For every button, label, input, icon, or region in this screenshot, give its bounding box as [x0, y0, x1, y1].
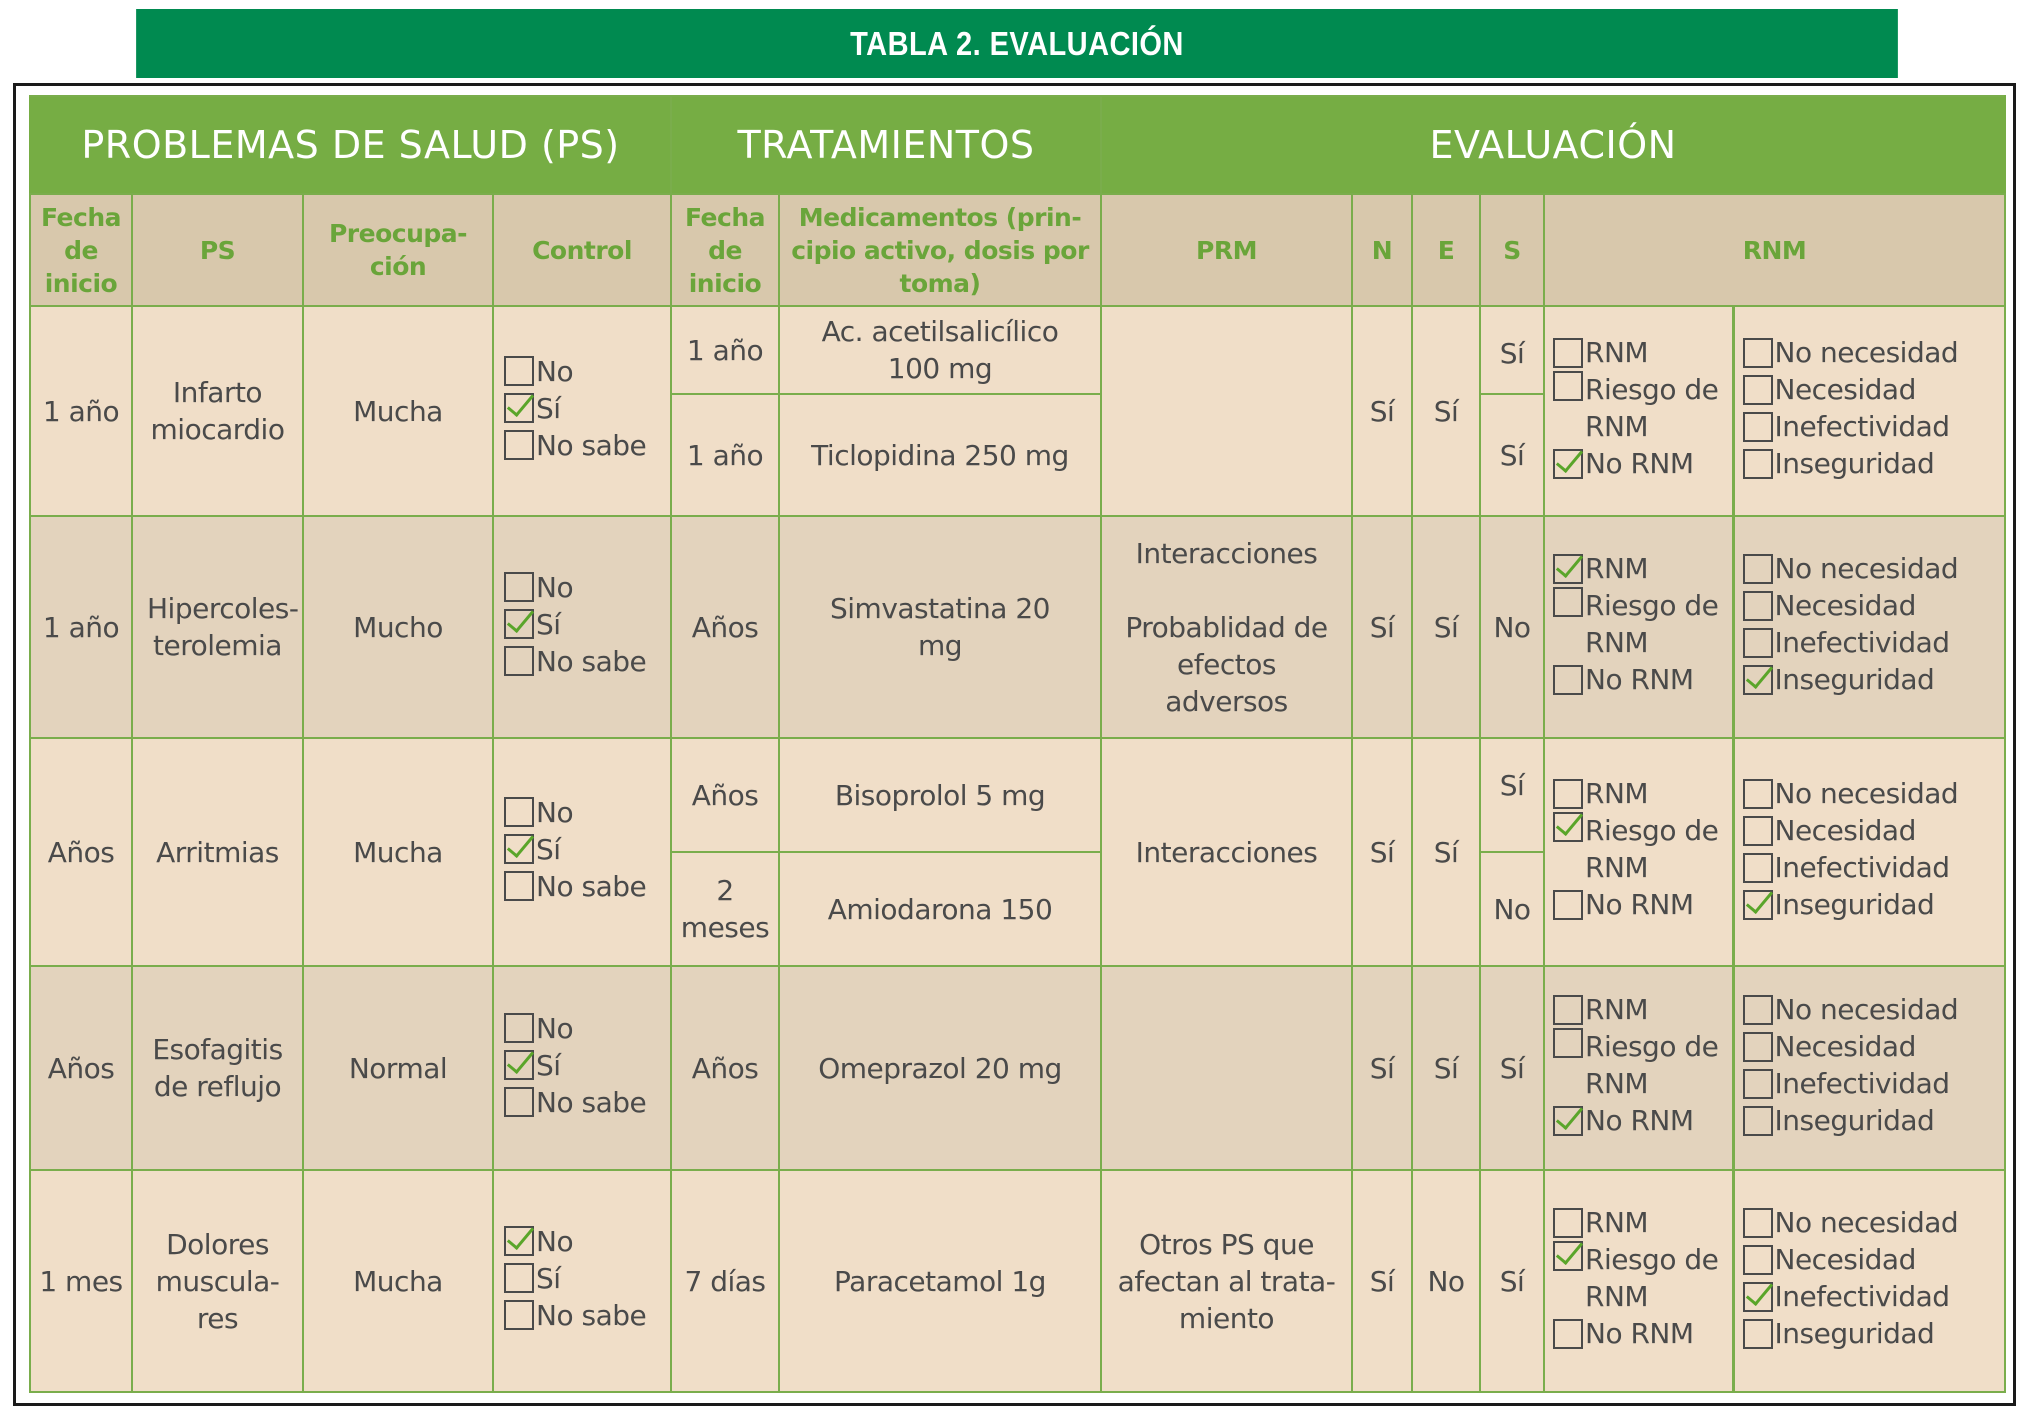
checked-box-icon[interactable]	[504, 1226, 534, 1256]
table-row	[30, 738, 2005, 852]
cell-ps: Esofagitis de reflujo	[132, 966, 303, 1170]
cell-rnm-status	[1544, 1170, 1733, 1392]
checked-box-icon[interactable]	[1553, 449, 1583, 479]
checkbox-option[interactable]	[1553, 445, 1725, 482]
checkbox-icon[interactable]	[1553, 1319, 1583, 1349]
checkbox-label: No sabe	[536, 428, 647, 462]
col-header-e: E	[1412, 194, 1480, 306]
checkbox-label: Riesgo de RNM	[1585, 373, 1719, 444]
checkbox-label: No necesidad	[1774, 336, 1959, 370]
cell-fecha-ps: 1 año	[30, 306, 132, 516]
group-header-evaluacion: EVALUACIÓN	[1101, 96, 2005, 194]
table-title: TABLA 2. EVALUACIÓN	[136, 9, 1898, 78]
checkbox-label: Inefectividad	[1774, 1280, 1950, 1314]
cell-fecha-ps: 1 año	[30, 516, 132, 738]
checkbox-label: No	[536, 795, 574, 829]
col-header-control: Control	[493, 194, 671, 306]
checkbox-option[interactable]	[1743, 587, 1959, 624]
checkbox-option[interactable]	[1553, 1241, 1725, 1315]
checkbox-label: Sí	[536, 1261, 561, 1295]
checkbox-label: No RNM	[1585, 447, 1694, 481]
checkbox-option[interactable]	[1743, 1315, 1959, 1352]
cell-s: Sí	[1480, 394, 1544, 516]
checkbox-icon[interactable]	[1743, 554, 1773, 584]
col-header-preocupacion: Preocupa-ción	[303, 194, 493, 306]
checkbox-option[interactable]	[1743, 849, 1959, 886]
checkbox-label: RNM	[1585, 993, 1649, 1027]
checkbox-option[interactable]	[1553, 775, 1725, 812]
cell-ps: Infarto miocardio	[132, 306, 303, 516]
cell-control	[493, 966, 671, 1170]
rnm-status-options	[1553, 991, 1725, 1139]
checkbox-option[interactable]	[1743, 550, 1959, 587]
checkbox-option[interactable]	[1553, 1315, 1725, 1352]
col-header-ps: PS	[132, 194, 303, 306]
checkbox-icon[interactable]	[1743, 1069, 1773, 1099]
checkbox-label: No	[536, 354, 574, 388]
checkbox-option[interactable]	[1553, 550, 1725, 587]
table-row	[30, 966, 2005, 1170]
checkbox-label: Sí	[536, 607, 561, 641]
checked-box-icon[interactable]	[1743, 890, 1773, 920]
table-row	[30, 1170, 2005, 1392]
checkbox-icon[interactable]	[1553, 995, 1583, 1025]
checkbox-label: Inseguridad	[1774, 663, 1935, 697]
checkbox-icon[interactable]	[1553, 779, 1583, 809]
cell-fecha-ps: Años	[30, 738, 132, 966]
checkbox-icon[interactable]	[504, 1263, 534, 1293]
checked-box-icon[interactable]	[504, 393, 534, 423]
checked-box-icon[interactable]	[1553, 812, 1583, 842]
control-options	[504, 569, 646, 680]
group-header-ps: PROBLEMAS DE SALUD (PS)	[30, 96, 671, 194]
checkbox-option[interactable]	[504, 1084, 646, 1121]
rnm-type-options	[1743, 991, 1959, 1139]
checkbox-label: Riesgo de RNM	[1585, 589, 1719, 660]
checkbox-label: No sabe	[536, 869, 647, 903]
checkbox-option[interactable]	[1553, 886, 1725, 923]
cell-medicamento: Bisoprolol 5 mg	[779, 738, 1101, 852]
cell-prm	[1101, 966, 1352, 1170]
cell-e: Sí	[1412, 306, 1480, 516]
checkbox-label: Necesidad	[1774, 814, 1916, 848]
cell-prm	[1101, 516, 1352, 738]
checkbox-icon[interactable]	[1743, 338, 1773, 368]
cell-rnm-type	[1733, 306, 2005, 516]
checkbox-option[interactable]	[1743, 1028, 1959, 1065]
checkbox-label: No necesidad	[1774, 552, 1959, 586]
checkbox-option[interactable]	[1743, 1065, 1959, 1102]
cell-s: No	[1480, 852, 1544, 966]
checkbox-label: Riesgo de RNM	[1585, 1243, 1719, 1314]
cell-control	[493, 1170, 671, 1392]
checkbox-icon[interactable]	[504, 1013, 534, 1043]
checkbox-option[interactable]	[504, 868, 646, 905]
checkbox-label: Inseguridad	[1774, 888, 1935, 922]
checkbox-label: Inefectividad	[1774, 851, 1950, 885]
checkbox-label: Necesidad	[1774, 1243, 1916, 1277]
cell-medicamento: Ticlopidina 250 mg	[779, 394, 1101, 516]
checkbox-label: RNM	[1585, 777, 1649, 811]
checkbox-icon[interactable]	[504, 797, 534, 827]
rnm-type-options	[1743, 334, 1959, 482]
checkbox-icon[interactable]	[1553, 371, 1583, 401]
checkbox-icon[interactable]	[1743, 449, 1773, 479]
cell-s: No	[1480, 516, 1544, 738]
checkbox-icon[interactable]	[1743, 591, 1773, 621]
checkbox-option[interactable]	[1743, 775, 1959, 812]
checkbox-label: RNM	[1585, 336, 1649, 370]
checkbox-option[interactable]	[1743, 624, 1959, 661]
checkbox-icon[interactable]	[1743, 1208, 1773, 1238]
group-header-tratamientos: TRATAMIENTOS	[671, 96, 1101, 194]
checkbox-label: No sabe	[536, 644, 647, 678]
cell-fecha-trat: Años	[671, 516, 779, 738]
checkbox-option[interactable]	[504, 1223, 646, 1260]
cell-rnm-status	[1544, 516, 1733, 738]
checkbox-label: Riesgo de RNM	[1585, 1030, 1719, 1101]
checkbox-option[interactable]	[1743, 1102, 1959, 1139]
checkbox-label: Inseguridad	[1774, 1317, 1935, 1351]
checked-box-icon[interactable]	[1743, 1282, 1773, 1312]
control-options	[504, 794, 646, 905]
cell-control	[493, 738, 671, 966]
checkbox-option[interactable]	[504, 390, 646, 427]
checkbox-option[interactable]	[1553, 587, 1725, 661]
cell-medicamento: Ac. acetilsalicílico 100 mg	[779, 306, 1101, 394]
cell-n: Sí	[1352, 966, 1412, 1170]
checkbox-label: No RNM	[1585, 663, 1694, 697]
cell-s: Sí	[1480, 1170, 1544, 1392]
cell-rnm-type	[1733, 738, 2005, 966]
control-options	[504, 1223, 646, 1334]
checkbox-label: Inefectividad	[1774, 410, 1950, 444]
cell-rnm-status	[1544, 966, 1733, 1170]
checkbox-option[interactable]	[1743, 886, 1959, 923]
checkbox-icon[interactable]	[1743, 816, 1773, 846]
col-header-fecha-trat: Fecha de inicio	[671, 194, 779, 306]
cell-fecha-trat: Años	[671, 738, 779, 852]
checkbox-option[interactable]	[1743, 371, 1959, 408]
cell-rnm-status	[1544, 738, 1733, 966]
cell-prm	[1101, 738, 1352, 966]
rnm-type-options	[1743, 550, 1959, 698]
checkbox-option[interactable]	[504, 353, 646, 390]
rnm-status-options	[1553, 775, 1725, 923]
checkbox-icon[interactable]	[1553, 338, 1583, 368]
checkbox-option[interactable]	[1553, 371, 1725, 445]
rnm-type-options	[1743, 1204, 1959, 1352]
prm-text: Interacciones	[1135, 835, 1318, 869]
cell-preocupacion: Normal	[303, 966, 493, 1170]
cell-control	[493, 306, 671, 516]
checkbox-icon[interactable]	[504, 572, 534, 602]
checkbox-label: Necesidad	[1774, 1030, 1916, 1064]
cell-rnm-type	[1733, 966, 2005, 1170]
checkbox-icon[interactable]	[1743, 995, 1773, 1025]
cell-preocupacion: Mucha	[303, 306, 493, 516]
checkbox-icon[interactable]	[1743, 1106, 1773, 1136]
checkbox-label: No	[536, 570, 574, 604]
checkbox-option[interactable]	[504, 643, 646, 680]
checkbox-option[interactable]	[1743, 1278, 1959, 1315]
checked-box-icon[interactable]	[504, 609, 534, 639]
control-options	[504, 353, 646, 464]
cell-medicamento: Amiodarona 150	[779, 852, 1101, 966]
table-row	[30, 516, 2005, 738]
checkbox-icon[interactable]	[504, 1300, 534, 1330]
checkbox-option[interactable]	[1553, 1102, 1725, 1139]
checkbox-label: RNM	[1585, 1206, 1649, 1240]
checked-box-icon[interactable]	[1553, 1241, 1583, 1271]
cell-e: Sí	[1412, 966, 1480, 1170]
cell-e: Sí	[1412, 738, 1480, 966]
checkbox-option[interactable]	[1743, 1241, 1959, 1278]
checkbox-icon[interactable]	[1743, 628, 1773, 658]
checkbox-label: No RNM	[1585, 1317, 1694, 1351]
checkbox-option[interactable]	[504, 831, 646, 868]
prm-text: Interacciones Probablidad de efectos adversos	[1125, 536, 1328, 718]
checkbox-option[interactable]	[1553, 661, 1725, 698]
checked-box-icon[interactable]	[504, 1050, 534, 1080]
cell-s: Sí	[1480, 966, 1544, 1170]
checkbox-icon[interactable]	[504, 430, 534, 460]
cell-n: Sí	[1352, 738, 1412, 966]
cell-fecha-ps: Años	[30, 966, 132, 1170]
checkbox-label: Inseguridad	[1774, 447, 1935, 481]
checkbox-option[interactable]	[1743, 445, 1959, 482]
col-header-n: N	[1352, 194, 1412, 306]
checkbox-label: Sí	[536, 832, 561, 866]
checked-box-icon[interactable]	[1553, 554, 1583, 584]
checkbox-label: Inseguridad	[1774, 1104, 1935, 1138]
checkbox-label: No sabe	[536, 1298, 647, 1332]
cell-e: No	[1412, 1170, 1480, 1392]
cell-fecha-trat: 2 meses	[671, 852, 779, 966]
col-header-fecha-ps: Fecha de inicio	[30, 194, 132, 306]
col-header-s: S	[1480, 194, 1544, 306]
checkbox-label: Sí	[536, 1048, 561, 1082]
checkbox-icon[interactable]	[1553, 1028, 1583, 1058]
checkbox-option[interactable]	[504, 1297, 646, 1334]
checkbox-label: No	[536, 1224, 574, 1258]
evaluation-table	[29, 95, 2006, 1393]
checkbox-option[interactable]	[1743, 661, 1959, 698]
cell-rnm-status	[1544, 306, 1733, 516]
checkbox-option[interactable]	[504, 794, 646, 831]
cell-e: Sí	[1412, 516, 1480, 738]
checkbox-label: No RNM	[1585, 1104, 1694, 1138]
cell-fecha-trat: Años	[671, 966, 779, 1170]
checkbox-label: Necesidad	[1774, 373, 1916, 407]
cell-n: Sí	[1352, 1170, 1412, 1392]
cell-fecha-trat: 1 año	[671, 394, 779, 516]
cell-control	[493, 516, 671, 738]
cell-medicamento: Omeprazol 20 mg	[779, 966, 1101, 1170]
checkbox-option[interactable]	[1743, 408, 1959, 445]
checkbox-icon[interactable]	[504, 646, 534, 676]
checkbox-option[interactable]	[1743, 991, 1959, 1028]
col-header-rnm: RNM	[1544, 194, 2005, 306]
cell-rnm-type	[1733, 1170, 2005, 1392]
cell-rnm-type	[1733, 516, 2005, 738]
checkbox-option[interactable]	[504, 1010, 646, 1047]
checkbox-option[interactable]	[504, 1260, 646, 1297]
checkbox-icon[interactable]	[1553, 665, 1583, 695]
cell-fecha-ps: 1 mes	[30, 1170, 132, 1392]
checkbox-option[interactable]	[1553, 334, 1725, 371]
checkbox-icon[interactable]	[1743, 412, 1773, 442]
control-options	[504, 1010, 646, 1121]
checkbox-label: Riesgo de RNM	[1585, 814, 1719, 885]
cell-preocupacion: Mucha	[303, 1170, 493, 1392]
cell-prm	[1101, 306, 1352, 516]
checkbox-icon[interactable]	[1553, 890, 1583, 920]
checkbox-label: No	[536, 1011, 574, 1045]
checkbox-icon[interactable]	[504, 871, 534, 901]
checkbox-icon[interactable]	[504, 356, 534, 386]
cell-n: Sí	[1352, 306, 1412, 516]
cell-preocupacion: Mucha	[303, 738, 493, 966]
checkbox-label: Sí	[536, 391, 561, 425]
checkbox-option[interactable]	[1553, 1028, 1725, 1102]
checkbox-option[interactable]	[1553, 1204, 1725, 1241]
checkbox-option[interactable]	[1743, 1204, 1959, 1241]
checkbox-label: No necesidad	[1774, 993, 1959, 1027]
cell-ps: Dolores muscula-res	[132, 1170, 303, 1392]
col-header-medicamentos: Medicamentos (prin-cipio activo, dosis por toma)	[779, 194, 1101, 306]
checkbox-icon[interactable]	[504, 1087, 534, 1117]
checkbox-icon[interactable]	[1743, 1319, 1773, 1349]
checkbox-label: Inefectividad	[1774, 626, 1950, 660]
checkbox-icon[interactable]	[1553, 1208, 1583, 1238]
prm-text: Otros PS que afectan al trata-miento	[1117, 1227, 1336, 1335]
col-header-prm: PRM	[1101, 194, 1352, 306]
cell-s: Sí	[1480, 738, 1544, 852]
checkbox-option[interactable]	[1743, 812, 1959, 849]
checkbox-icon[interactable]	[1743, 853, 1773, 883]
checked-box-icon[interactable]	[1743, 665, 1773, 695]
checkbox-option[interactable]	[1553, 812, 1725, 886]
checkbox-icon[interactable]	[1743, 1245, 1773, 1275]
cell-ps: Hipercoles-terolemia	[132, 516, 303, 738]
cell-s: Sí	[1480, 306, 1544, 394]
checkbox-option[interactable]	[504, 606, 646, 643]
rnm-status-options	[1553, 550, 1725, 698]
checkbox-icon[interactable]	[1743, 375, 1773, 405]
cell-preocupacion: Mucho	[303, 516, 493, 738]
cell-ps: Arritmias	[132, 738, 303, 966]
rnm-status-options	[1553, 1204, 1725, 1352]
cell-n: Sí	[1352, 516, 1412, 738]
checkbox-label: No necesidad	[1774, 777, 1959, 811]
checkbox-label: RNM	[1585, 552, 1649, 586]
cell-prm	[1101, 1170, 1352, 1392]
checkbox-option[interactable]	[504, 1047, 646, 1084]
checkbox-label: Necesidad	[1774, 589, 1916, 623]
cell-fecha-trat: 1 año	[671, 306, 779, 394]
checkbox-option[interactable]	[504, 427, 646, 464]
checked-box-icon[interactable]	[1553, 1106, 1583, 1136]
cell-medicamento: Paracetamol 1g	[779, 1170, 1101, 1392]
checkbox-icon[interactable]	[1743, 779, 1773, 809]
checkbox-option[interactable]	[1743, 334, 1959, 371]
checkbox-label: No RNM	[1585, 888, 1694, 922]
checkbox-icon[interactable]	[1743, 1032, 1773, 1062]
rnm-status-options	[1553, 334, 1725, 482]
cell-fecha-trat: 7 días	[671, 1170, 779, 1392]
checkbox-icon[interactable]	[1553, 587, 1583, 617]
checked-box-icon[interactable]	[504, 834, 534, 864]
checkbox-label: No sabe	[536, 1085, 647, 1119]
checkbox-label: No necesidad	[1774, 1206, 1959, 1240]
checkbox-option[interactable]	[1553, 991, 1725, 1028]
cell-medicamento: Simvastatina 20 mg	[779, 516, 1101, 738]
checkbox-option[interactable]	[504, 569, 646, 606]
rnm-type-options	[1743, 775, 1959, 923]
table-row	[30, 306, 2005, 394]
checkbox-label: Inefectividad	[1774, 1067, 1950, 1101]
